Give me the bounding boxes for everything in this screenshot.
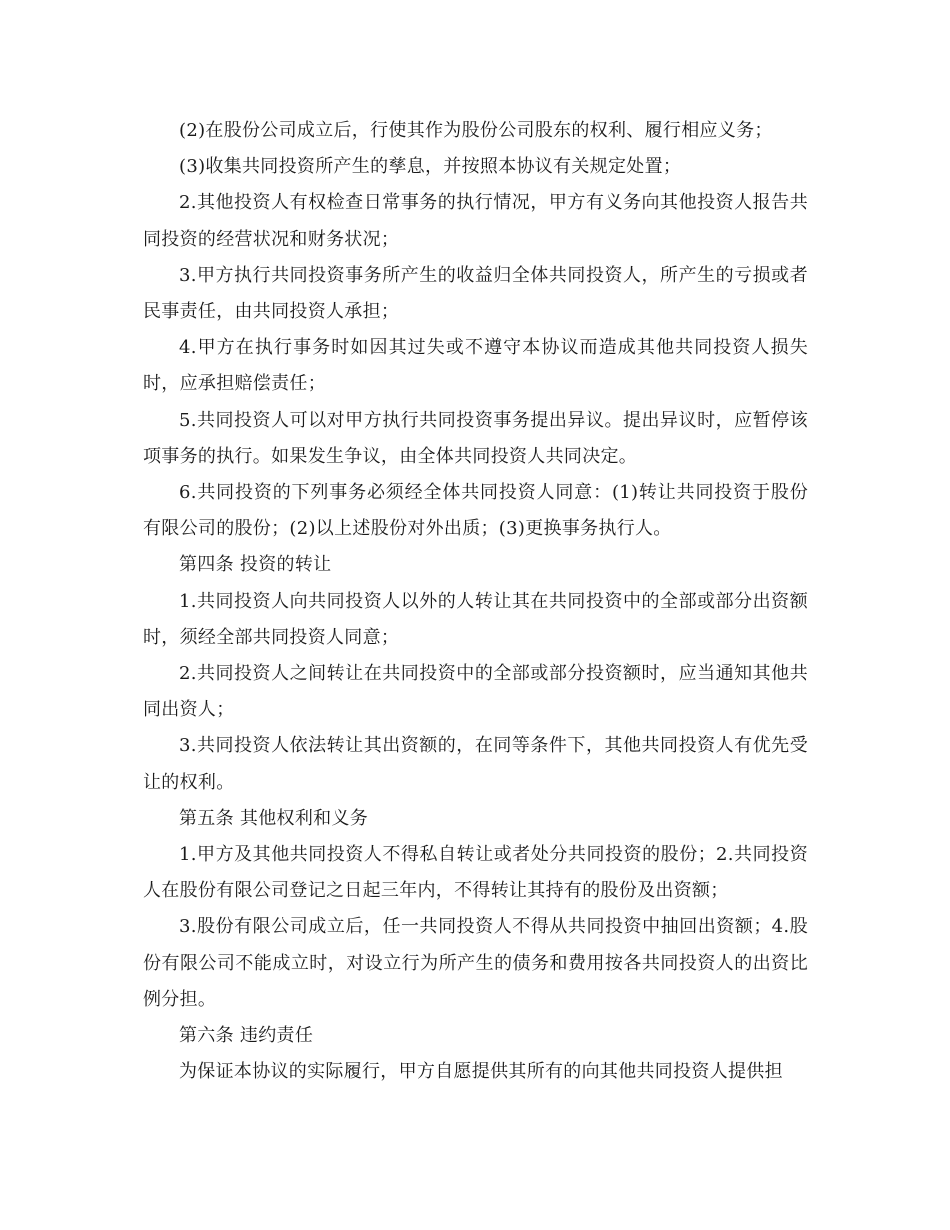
- clause-paragraph: 1.共同投资人向共同投资人以外的人转让其在共同投资中的全部或部分出资额时，须经全部共同投资人同意；: [143, 590, 808, 648]
- clause-paragraph: 6.共同投资的下列事务必须经全体共同投资人同意：(1)转让共同投资于股份有限公司的股份；(2)以上述股份对外出质；(3)更换事务执行人。: [143, 482, 808, 540]
- clause-paragraph: 3.甲方执行共同投资事务所产生的收益归全体共同投资人，所产生的亏损或者民事责任，由共同投资人承担；: [143, 264, 808, 323]
- clause-paragraph: 4.甲方在执行事务时如因其过失或不遵守本协议而造成其他共同投资人损失时，应承担赔偿责任；: [143, 337, 808, 395]
- clause-paragraph: 5.共同投资人可以对甲方执行共同投资事务提出异议。提出异议时，应暂停该项事务的执行。如果发生争议，由全体共同投资人共同决定。: [143, 409, 808, 467]
- clause-paragraph: 3.共同投资人依法转让其出资额的，在同等条件下，其他共同投资人有优先受让的权利。: [143, 735, 808, 793]
- clause-paragraph: 2.其他投资人有权检查日常事务的执行情况，甲方有义务向其他投资人报告共同投资的经营状况和财务状况；: [143, 192, 808, 250]
- clause-paragraph: 为保证本协议的实际履行，甲方自愿提供其所有的向其他共同投资人提供担: [179, 1061, 783, 1083]
- article-heading: 第五条 其他权利和义务: [179, 807, 369, 829]
- article-heading: 第六条 违约责任: [179, 1025, 314, 1047]
- article-heading: 第四条 投资的转让: [179, 554, 332, 576]
- document-body: [143, 113, 808, 1090]
- clause-paragraph: (2)在股份公司成立后，行使其作为股份公司股东的权利、履行相应义务；: [179, 120, 773, 141]
- clause-paragraph: 2.共同投资人之间转让在共同投资中的全部或部分投资额时，应当通知其他共同出资人；: [143, 663, 808, 721]
- clause-paragraph: 1.甲方及其他共同投资人不得私自转让或者处分共同投资的股份；2.共同投资人在股份有限公司登记之日起三年内，不得转让其持有的股份及出资额；: [143, 844, 808, 902]
- clause-paragraph: (3)收集共同投资所产生的孳息，并按照本协议有关规定处置；: [179, 156, 682, 178]
- clause-paragraph: 3.股份有限公司成立后，任一共同投资人不得从共同投资中抽回出资额；4.股份有限公司不能成立时，对设立行为所产生的债务和费用按各共同投资人的出资比例分担。: [143, 916, 808, 1010]
